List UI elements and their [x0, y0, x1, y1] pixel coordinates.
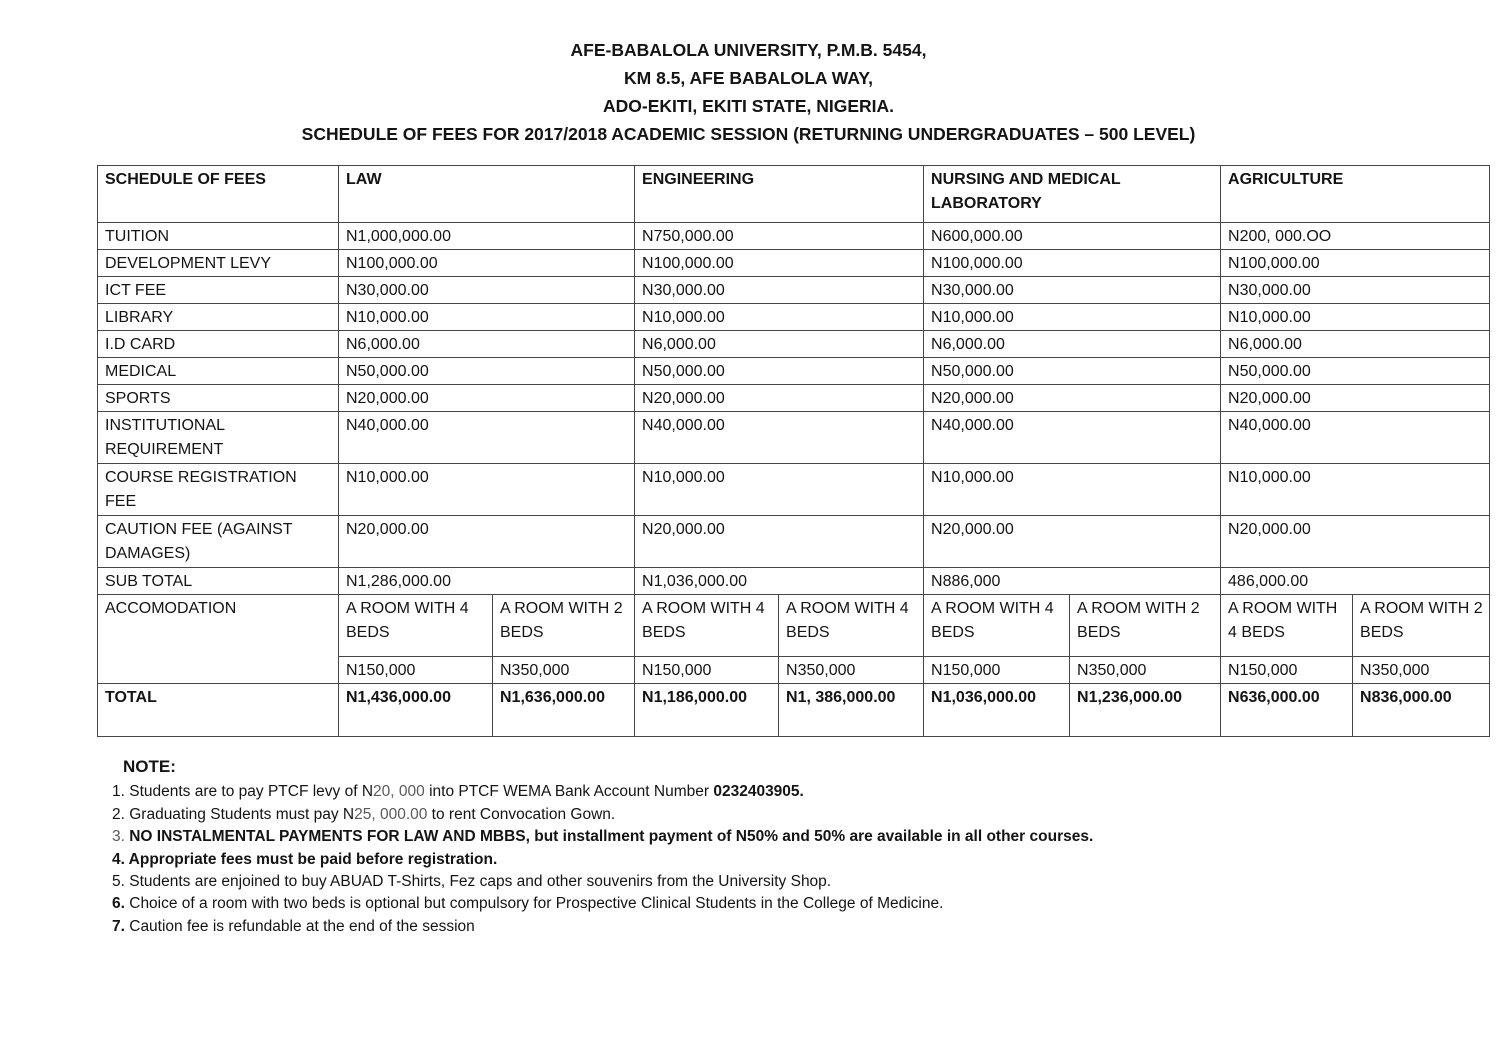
total-agriculture-2beds: N836,000.00 — [1353, 684, 1490, 737]
fee-value-engineering: N100,000.00 — [635, 250, 924, 277]
fee-label: ICT FEE — [98, 277, 339, 304]
address-line-2: ADO-EKITI, EKITI STATE, NIGERIA. — [602, 96, 895, 116]
fee-value-agriculture: N20,000.00 — [1221, 516, 1490, 568]
sub-total-engineering: N1,036,000.00 — [635, 568, 924, 595]
note-item-4 — [112, 849, 1457, 871]
room-price-law-4beds: N150,000 — [339, 657, 493, 684]
total-label: TOTAL — [98, 684, 339, 737]
fee-value-agriculture: N30,000.00 — [1221, 277, 1490, 304]
note-item-7 — [112, 916, 1457, 938]
fee-value-nursing: N20,000.00 — [924, 385, 1221, 412]
fee-value-law: N1,000,000.00 — [339, 223, 635, 250]
table-row-total — [98, 684, 1490, 737]
room-type-nursing-4beds: A ROOM WITH 4 BEDS — [924, 595, 1070, 657]
note-number: 7. — [112, 917, 125, 935]
notes-section — [112, 756, 1457, 938]
sub-total-agriculture: 486,000.00 — [1221, 568, 1490, 595]
fee-value-engineering: N40,000.00 — [635, 412, 924, 464]
note-text: 20, 000 — [373, 783, 425, 801]
sub-total-nursing: N886,000 — [924, 568, 1221, 595]
note-text: into PTCF WEMA Bank Account Number — [424, 783, 714, 801]
university-name-line: AFE-BABALOLA UNIVERSITY, P.M.B. 5454, — [570, 40, 927, 60]
fee-value-engineering: N750,000.00 — [635, 223, 924, 250]
fee-value-nursing: N6,000.00 — [924, 331, 1221, 358]
table-row-sub-total — [98, 568, 1490, 595]
fee-value-law: N50,000.00 — [339, 358, 635, 385]
fee-label: I.D CARD — [98, 331, 339, 358]
fee-value-nursing: N40,000.00 — [924, 412, 1221, 464]
note-number: 6. — [112, 895, 125, 913]
fee-value-nursing: N50,000.00 — [924, 358, 1221, 385]
fee-value-agriculture: N20,000.00 — [1221, 385, 1490, 412]
total-engineering-2: N1, 386,000.00 — [779, 684, 924, 737]
note-text: 2. Graduating Students must pay N — [112, 805, 355, 823]
table-row-id-card — [98, 331, 1490, 358]
note-item-1 — [112, 781, 1457, 803]
total-engineering-1: N1,186,000.00 — [635, 684, 779, 737]
column-header-schedule-of-fees: SCHEDULE OF FEES — [98, 166, 339, 223]
fee-value-nursing: N10,000.00 — [924, 304, 1221, 331]
sub-total-law: N1,286,000.00 — [339, 568, 635, 595]
fee-value-law: N20,000.00 — [339, 385, 635, 412]
fees-table — [97, 165, 1490, 737]
table-row-medical — [98, 358, 1490, 385]
fee-value-engineering: N10,000.00 — [635, 304, 924, 331]
fee-value-agriculture: N50,000.00 — [1221, 358, 1490, 385]
fee-value-engineering: N50,000.00 — [635, 358, 924, 385]
room-type-agriculture-4beds: A ROOM WITH 4 BEDS — [1221, 595, 1353, 657]
note-item-2 — [112, 804, 1457, 826]
room-price-engineering-2: N350,000 — [779, 657, 924, 684]
note-text: 25, 000.00 — [354, 805, 428, 823]
note-text: Choice of a room with two beds is optional but compulsory for Prospective Clinical Students in the College of Medicine. — [124, 895, 944, 913]
room-price-law-2beds: N350,000 — [493, 657, 635, 684]
fee-value-law: N10,000.00 — [339, 464, 635, 516]
fee-label: INSTITUTIONAL REQUIREMENT — [98, 412, 339, 464]
table-row-institutional-requirement — [98, 412, 1490, 464]
fee-value-agriculture: N6,000.00 — [1221, 331, 1490, 358]
room-price-engineering-1: N150,000 — [635, 657, 779, 684]
fee-value-engineering: N20,000.00 — [635, 385, 924, 412]
room-type-engineering-1: A ROOM WITH 4 BEDS — [635, 595, 779, 657]
notes-title: NOTE: — [123, 757, 176, 776]
note-item-3 — [112, 826, 1457, 848]
room-type-law-2beds: A ROOM WITH 2 BEDS — [493, 595, 635, 657]
fee-label: MEDICAL — [98, 358, 339, 385]
room-type-nursing-2beds: A ROOM WITH 2 BEDS — [1070, 595, 1221, 657]
fee-value-nursing: N100,000.00 — [924, 250, 1221, 277]
accomodation-label: ACCOMODATION — [98, 595, 339, 684]
total-nursing-4beds: N1,036,000.00 — [924, 684, 1070, 737]
fee-label: SPORTS — [98, 385, 339, 412]
fee-value-law: N20,000.00 — [339, 516, 635, 568]
fee-value-nursing: N20,000.00 — [924, 516, 1221, 568]
fee-value-agriculture: N10,000.00 — [1221, 464, 1490, 516]
table-header-row — [98, 166, 1490, 223]
room-price-agriculture-4beds: N150,000 — [1221, 657, 1353, 684]
fee-value-engineering: N6,000.00 — [635, 331, 924, 358]
note-item-6 — [112, 893, 1457, 915]
column-header-agriculture: AGRICULTURE — [1221, 166, 1490, 223]
fee-value-nursing: N30,000.00 — [924, 277, 1221, 304]
table-row-caution-fee — [98, 516, 1490, 568]
note-text: NO INSTALMENTAL PAYMENTS FOR LAW AND MBBS, but installment payment of N50% and 50% are available in all other courses. — [129, 828, 1094, 846]
fee-label: CAUTION FEE (AGAINST DAMAGES) — [98, 516, 339, 568]
note-item-5 — [112, 871, 1457, 893]
table-row-library — [98, 304, 1490, 331]
fee-label: LIBRARY — [98, 304, 339, 331]
fee-value-law: N10,000.00 — [339, 304, 635, 331]
total-nursing-2beds: N1,236,000.00 — [1070, 684, 1221, 737]
fee-label: COURSE REGISTRATION FEE — [98, 464, 339, 516]
fee-value-agriculture: N40,000.00 — [1221, 412, 1490, 464]
room-price-nursing-2beds: N350,000 — [1070, 657, 1221, 684]
column-header-law: LAW — [339, 166, 635, 223]
table-row-sports — [98, 385, 1490, 412]
fee-label: DEVELOPMENT LEVY — [98, 250, 339, 277]
fee-value-law: N30,000.00 — [339, 277, 635, 304]
note-text: Caution fee is refundable at the end of the session — [124, 917, 475, 935]
room-type-law-4beds: A ROOM WITH 4 BEDS — [339, 595, 493, 657]
fee-value-engineering: N10,000.00 — [635, 464, 924, 516]
fee-value-law: N100,000.00 — [339, 250, 635, 277]
note-text: 5. Students are enjoined to buy ABUAD T-Shirts, Fez caps and other souvenirs from the University Shop. — [112, 873, 832, 891]
fee-value-nursing: N10,000.00 — [924, 464, 1221, 516]
room-type-engineering-2: A ROOM WITH 4 BEDS — [779, 595, 924, 657]
fee-value-nursing: N600,000.00 — [924, 223, 1221, 250]
document-heading — [0, 36, 1497, 148]
fee-value-engineering: N20,000.00 — [635, 516, 924, 568]
table-row-accomodation — [98, 595, 1490, 657]
fee-value-agriculture: N100,000.00 — [1221, 250, 1490, 277]
total-law-2beds: N1,636,000.00 — [493, 684, 635, 737]
fee-value-agriculture: N200, 000.OO — [1221, 223, 1490, 250]
sub-total-label: SUB TOTAL — [98, 568, 339, 595]
table-row-tuition — [98, 223, 1490, 250]
fee-value-law: N6,000.00 — [339, 331, 635, 358]
fee-value-law: N40,000.00 — [339, 412, 635, 464]
note-account-number: 0232403905. — [713, 783, 804, 801]
table-row-ict-fee — [98, 277, 1490, 304]
note-text: 1. Students are to pay PTCF levy of N — [112, 783, 374, 801]
fee-value-agriculture: N10,000.00 — [1221, 304, 1490, 331]
column-header-nursing-medical-laboratory: NURSING AND MEDICAL LABORATORY — [924, 166, 1221, 223]
table-row-development-levy — [98, 250, 1490, 277]
table-row-course-registration-fee — [98, 464, 1490, 516]
fee-value-engineering: N30,000.00 — [635, 277, 924, 304]
total-law-4beds: N1,436,000.00 — [339, 684, 493, 737]
room-price-nursing-4beds: N150,000 — [924, 657, 1070, 684]
schedule-title-line: SCHEDULE OF FEES FOR 2017/2018 ACADEMIC SESSION (RETURNING UNDERGRADUATES – 500 LEVEL) — [301, 124, 1196, 144]
note-number: 3. — [112, 828, 130, 846]
room-price-agriculture-2beds: N350,000 — [1353, 657, 1490, 684]
total-agriculture-4beds: N636,000.00 — [1221, 684, 1353, 737]
note-text: to rent Convocation Gown. — [427, 805, 616, 823]
note-text: 4. Appropriate fees must be paid before registration. — [112, 850, 498, 868]
column-header-engineering: ENGINEERING — [635, 166, 924, 223]
room-type-agriculture-2beds: A ROOM WITH 2 BEDS — [1353, 595, 1490, 657]
address-line-1: KM 8.5, AFE BABALOLA WAY, — [624, 68, 873, 88]
fee-label: TUITION — [98, 223, 339, 250]
